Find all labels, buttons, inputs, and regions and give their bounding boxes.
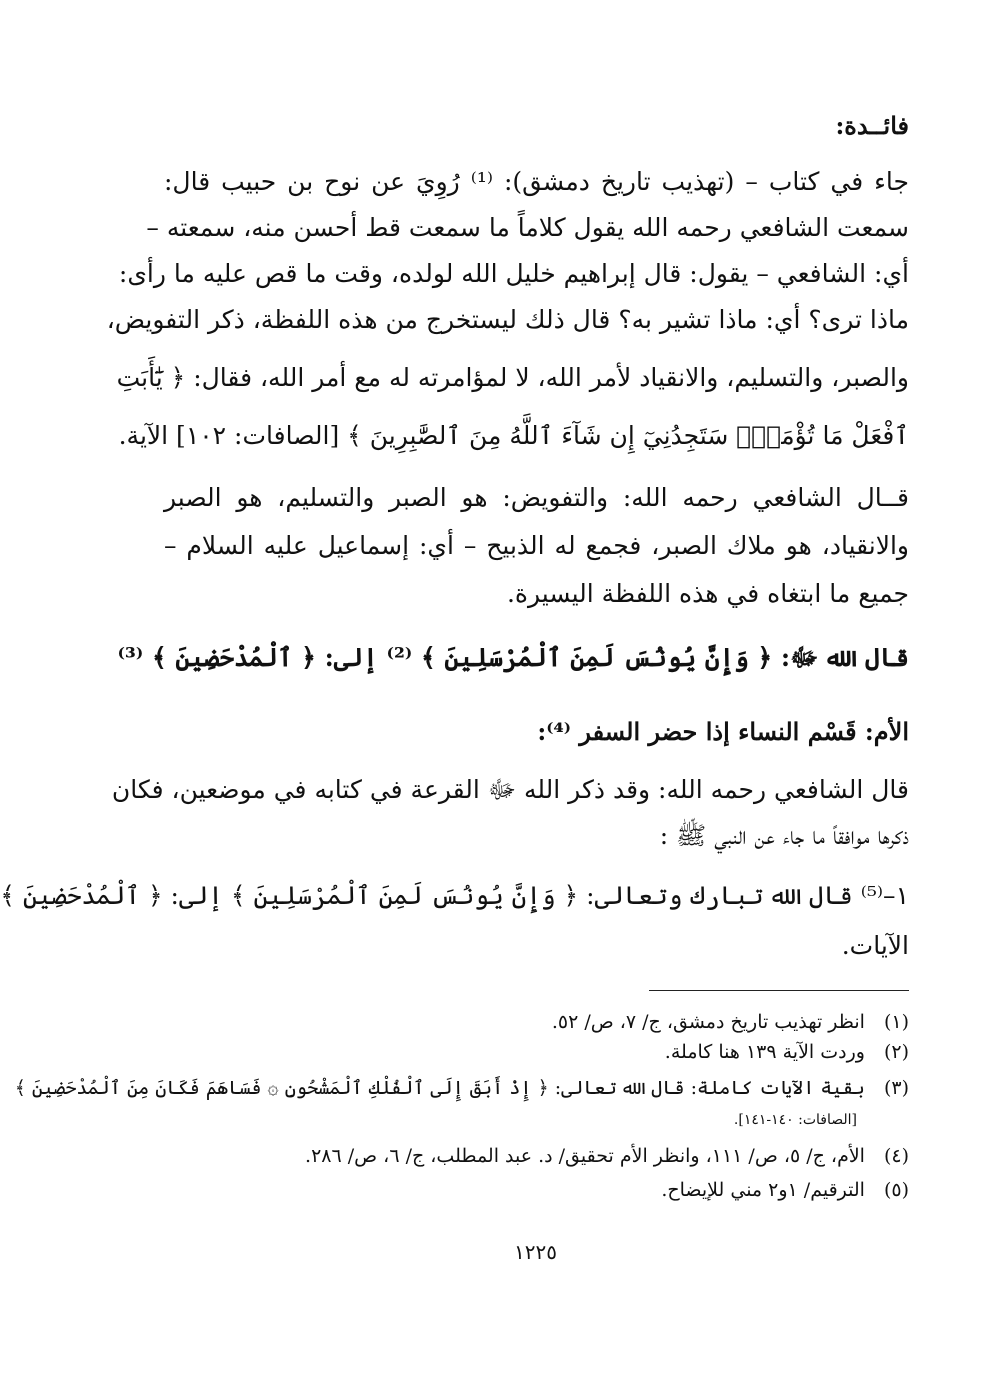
verse-line: قال الله ﷻ: ﴿ وَإِنَّ يُونُسَ لَمِنَ ٱلْمُرْسَلِينَ ﴾ ⁽²⁾ إلى: ﴿ ٱلْمُدْحَضِينَ ﴾ ⁽³⁾ xyxy=(117,643,909,672)
footnote-text: وردت الآية ١٣٩ هنا كاملة. xyxy=(664,1041,865,1063)
footnote-3 xyxy=(14,1074,909,1102)
footnote-number: (٤) xyxy=(883,1145,909,1167)
footnote-4 xyxy=(164,1142,909,1170)
paragraph3-line2: ذكرها موافقاً ما جاء عن النبي ﷺ : xyxy=(659,821,909,850)
footnote-number: (٣) xyxy=(883,1077,909,1099)
footnote-1 xyxy=(164,1008,909,1036)
footnote-number: (٢) xyxy=(883,1041,909,1063)
section-heading: الأم: قَسْم النساء إذا حضر السفر ⁽⁴⁾: xyxy=(537,717,909,746)
heading-faida: فائــدة: xyxy=(835,111,909,140)
paragraph2-line2: والانقياد، هو ملاك الصبر، فجمع له الذبيح – أي: إسماعيل عليه السلام – xyxy=(164,531,909,560)
footnote-text: انظر تهذيب تاريخ دمشق، ج/ ٧، ص/ ٥٢. xyxy=(551,1011,865,1033)
item1-line1: ١–⁽⁵⁾ قال الله تبارك وتعالى: ﴿ وَإِنَّ يُونُسَ لَمِنَ ٱلْمُرْسَلِينَ ﴾ إلى: ﴿ ٱلْمُدْحَضِينَ ﴾ xyxy=(0,881,909,910)
item1-line2: الآيات. xyxy=(841,931,909,960)
paragraph1-line1: جاء في كتاب – (تهذيب تاريخ دمشق): ⁽¹⁾ رُوِيَ عن نوح بن حبيب قال: xyxy=(164,167,909,196)
page-number: ١٢٢٥ xyxy=(514,1240,557,1264)
footnote-number: (١) xyxy=(883,1011,909,1033)
paragraph1-line3: أي: الشافعي – يقول: قال إبراهيم خليل الله لولده، وقت ما قص عليه ما رأى: xyxy=(118,259,909,288)
paragraph2-line3: جميع ما ابتغاه في هذه اللفظة اليسيرة. xyxy=(506,579,909,608)
paragraph3-line1: قال الشافعي رحمه الله: وقد ذكر الله ﷻ القرعة في كتابه في موضعين، فكان xyxy=(111,775,909,804)
footnote-number: (٥) xyxy=(883,1179,909,1201)
footnote-text: الأم، ج/ ٥، ص/ ١١١، وانظر الأم تحقيق/ د. عبد المطلب، ج/ ٦، ص/ ٢٨٦. xyxy=(305,1145,865,1167)
paragraph1-line6: ٱفْعَلْ مَا تُؤْمَرُۖ سَتَجِدُنِيٓ إِن شَآءَ ٱللَّهُ مِنَ ٱلصَّٰبِرِينَ ﴾ [الصافات: ١٠٢] الآية. xyxy=(118,421,909,450)
footnote-text: بقية الآيات كاملة: قال الله تعالى: ﴿ إِذْ أَبَقَ إِلَى ٱلْفُلْكِ ٱلْمَشْحُونِ ۞ فَسَاهَمَ فَكَانَ مِنَ ٱلْمُدْحَضِينَ ﴾ xyxy=(14,1077,865,1099)
paragraph1-line2: سمعت الشافعي رحمه الله يقول كلاماً ما سمعت قط أحسن منه، سمعته – xyxy=(146,213,909,242)
paragraph2-line1: قــال الشافعي رحمه الله: والتفويض: هو الصبر والتسليم، هو الصبر xyxy=(164,483,909,512)
footnote-text: الترقيم/ ١و٢ مني للإيضاح. xyxy=(661,1179,865,1201)
footnote-separator xyxy=(649,990,909,991)
paragraph1-line5: والصبر، والتسليم، والانقياد لأمر الله، لا لمؤامرته له مع أمر الله، فقال: ﴿ يَٰٓأَبَتِ xyxy=(116,363,909,392)
footnote-2 xyxy=(164,1038,909,1066)
paragraph1-line4: ماذا ترى؟ أي: ماذا تشير به؟ قال ذلك ليستخرج من هذه اللفظة، ذكر التفويض، xyxy=(106,305,909,334)
footnote-3-continuation: [الصافات: ١٤٠-١٤١]. xyxy=(733,1112,857,1128)
footnote-5 xyxy=(164,1176,909,1204)
